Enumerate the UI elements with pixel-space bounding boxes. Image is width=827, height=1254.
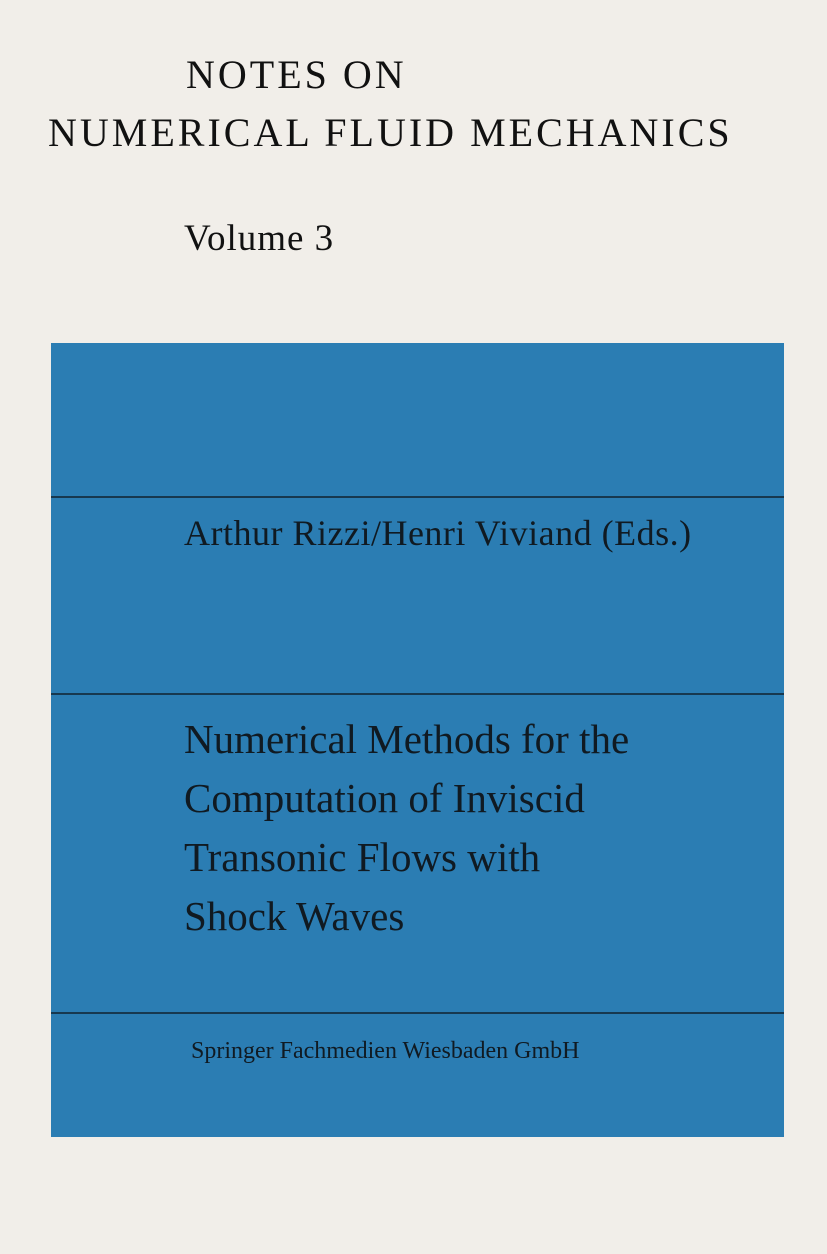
series-title-line-1: NOTES ON [186,52,407,97]
book-title-line-3: Transonic Flows with [184,834,541,880]
book-title [184,710,764,946]
divider-line-3 [51,1012,784,1014]
editors-label: Arthur Rizzi/Henri Viviand (Eds.) [184,513,692,553]
divider-line-2 [51,693,784,695]
publisher-label: Springer Fachmedien Wiesbaden GmbH [191,1038,580,1064]
volume-label: Volume 3 [184,218,335,259]
series-title [0,46,827,162]
book-title-line-4: Shock Waves [184,893,405,939]
cover-panel [51,343,784,1137]
book-title-line-1: Numerical Methods for the [184,716,630,762]
series-title-line-2: NUMERICAL FLUID MECHANICS [48,110,733,155]
divider-line-1 [51,496,784,498]
book-title-line-2: Computation of Inviscid [184,775,585,821]
